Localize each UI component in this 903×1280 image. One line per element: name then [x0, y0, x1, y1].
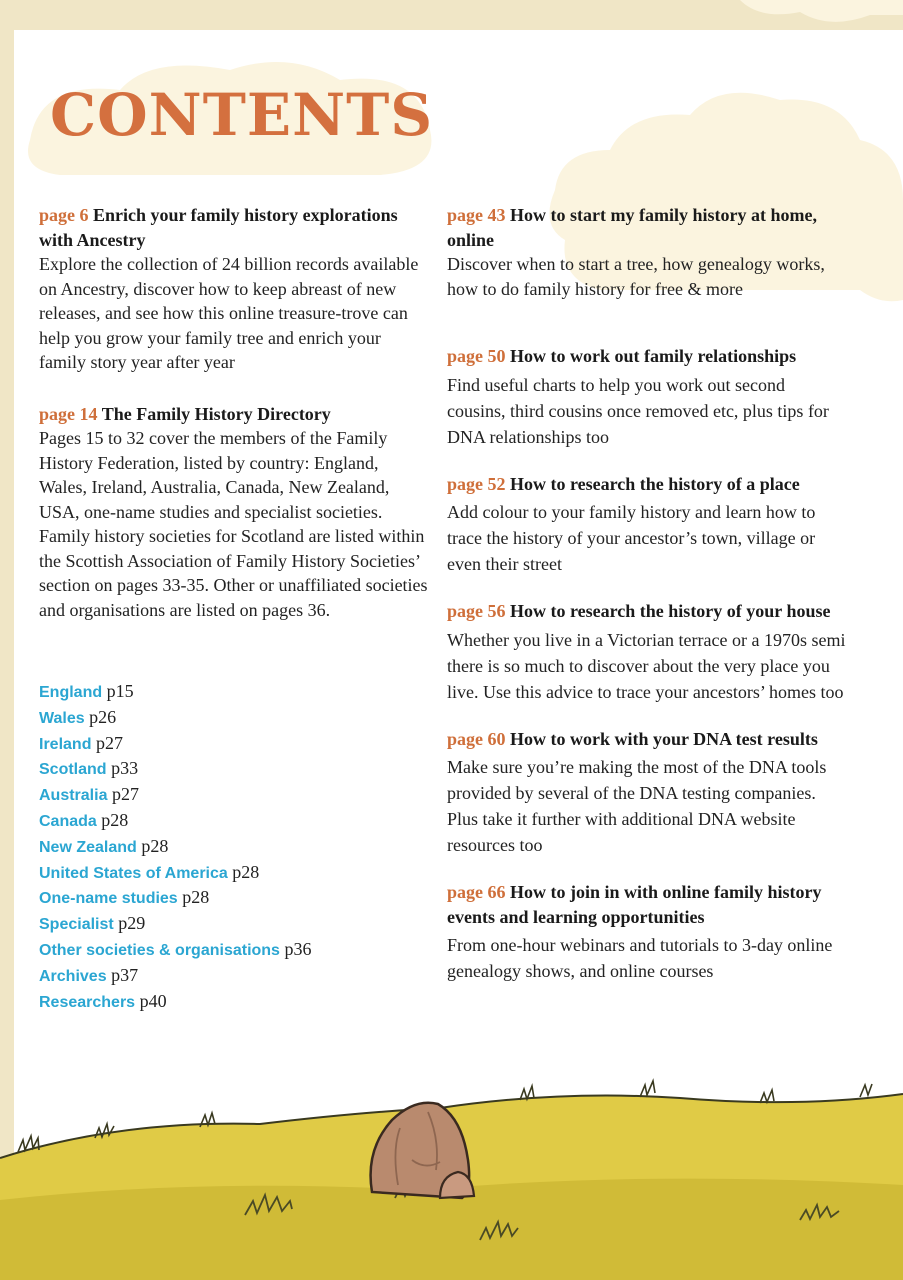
list-item[interactable]	[39, 808, 311, 834]
list-item-name: Canada	[39, 812, 97, 830]
list-item-page: p40	[139, 990, 167, 1011]
entry-description: From one-hour webinars and tutorials to 3-day online genealogy shows, and online courses	[447, 935, 833, 981]
entry-heading: Enrich your family history explorations with Ancestry	[39, 205, 398, 250]
entry-description: Find useful charts to help you work out second cousins, third cousins once removed etc, plus tips for DNA relationships too	[447, 374, 829, 447]
list-item[interactable]	[39, 782, 311, 808]
list-item[interactable]	[39, 989, 311, 1015]
entry-heading: The Family History Directory	[101, 403, 331, 424]
list-item-name: England	[39, 684, 103, 701]
contents-entry	[447, 203, 847, 301]
entry-heading: How to research the history of a place	[510, 473, 800, 494]
list-item-name: United States of America	[39, 864, 228, 882]
list-item-name: Australia	[39, 787, 108, 805]
list-item-name: One-name studies	[39, 890, 178, 908]
entry-page-number[interactable]: page 52	[447, 473, 506, 494]
list-item-page: p28	[141, 835, 169, 856]
list-item-name: Ireland	[39, 735, 92, 753]
entry-heading: How to work with your DNA test results	[510, 728, 818, 749]
list-item[interactable]	[39, 756, 311, 782]
list-item-page: p27	[95, 732, 123, 753]
entry-heading: How to work out family relationships	[510, 346, 797, 366]
contents-entry	[447, 880, 847, 984]
list-item[interactable]	[39, 679, 311, 705]
list-item-page: p28	[232, 861, 260, 882]
list-item-name: Archives	[39, 967, 107, 985]
list-item-name: Scotland	[39, 761, 107, 779]
entry-heading: How to start my family history at home, online	[447, 205, 817, 250]
left-column	[39, 203, 429, 622]
right-column	[447, 203, 847, 984]
list-item-name: New Zealand	[39, 838, 137, 856]
list-item[interactable]	[39, 834, 311, 860]
contents-entry	[447, 727, 847, 859]
list-item-page: p28	[182, 887, 210, 908]
entry-page-number[interactable]: page 50	[447, 346, 506, 366]
contents-entry	[447, 472, 847, 578]
list-item-page: p29	[118, 913, 146, 934]
list-item[interactable]	[39, 705, 311, 731]
list-item-name: Specialist	[39, 916, 114, 934]
entry-description: Pages 15 to 32 cover the members of the Family History Federation, listed by country: England, Wales, Ireland, Australia, Canada, New Zealand, USA, one-name studies and specialist societies. Family history societies for Scotland are listed within the Scottish Association of Family History Societies’ section on pages 33-35. Other or unaffiliated societies and organisations are listed on pages 36.	[39, 428, 428, 620]
entry-page-number[interactable]: page 6	[39, 205, 89, 225]
entry-description: Discover when to start a tree, how genealogy works, how to do family history for free & more	[447, 254, 825, 299]
list-item[interactable]	[39, 885, 311, 911]
entry-description: Explore the collection of 24 billion records available on Ancestry, discover how to keep abreast of new releases, and see how this online treasure-trove can help you grow your family tree and enrich your family story year after year	[39, 254, 419, 372]
entry-description: Add colour to your family history and learn how to trace the history of your ancestor’s town, village or even their street	[447, 502, 816, 574]
entry-page-number[interactable]: page 14	[39, 403, 98, 424]
entry-page-number[interactable]: page 66	[447, 882, 506, 902]
list-item-page: p33	[111, 758, 139, 779]
contents-entry	[39, 402, 429, 623]
entry-page-number[interactable]: page 56	[447, 601, 506, 621]
list-item-page: p28	[101, 809, 129, 830]
list-item-page: p27	[111, 784, 139, 805]
contents-entry	[447, 599, 847, 705]
entry-description: Whether you live in a Victorian terrace or a 1970s semi there is so much to discover about the very place you live. Use this advice to trace your ancestors’ homes too	[447, 629, 846, 702]
list-item-name: Wales	[39, 709, 85, 727]
page-title: CONTENTS	[50, 81, 434, 149]
list-item-page: p26	[89, 706, 117, 727]
list-item-page: p36	[284, 938, 312, 959]
list-item[interactable]	[39, 731, 311, 757]
entry-heading: How to research the history of your house	[510, 601, 831, 621]
contents-entry	[39, 203, 429, 375]
list-item[interactable]	[39, 963, 311, 989]
list-item-page: p37	[111, 964, 139, 985]
list-item-page: p15	[106, 681, 134, 701]
list-item-name: Researchers	[39, 993, 136, 1011]
list-item[interactable]	[39, 937, 311, 963]
list-item[interactable]	[39, 860, 311, 886]
entry-description: Make sure you’re making the most of the DNA tools provided by several of the DNA testing companies. Plus take it further with additional DNA website resources too	[447, 757, 827, 855]
entry-page-number[interactable]: page 60	[447, 728, 506, 749]
list-item[interactable]	[39, 911, 311, 937]
entry-heading: How to join in with online family history events and learning opportunities	[447, 882, 822, 927]
list-item-name: Other societies & organisations	[39, 941, 280, 959]
contents-entry	[447, 344, 847, 450]
entry-page-number[interactable]: page 43	[447, 205, 506, 225]
directory-country-list	[39, 679, 311, 1014]
